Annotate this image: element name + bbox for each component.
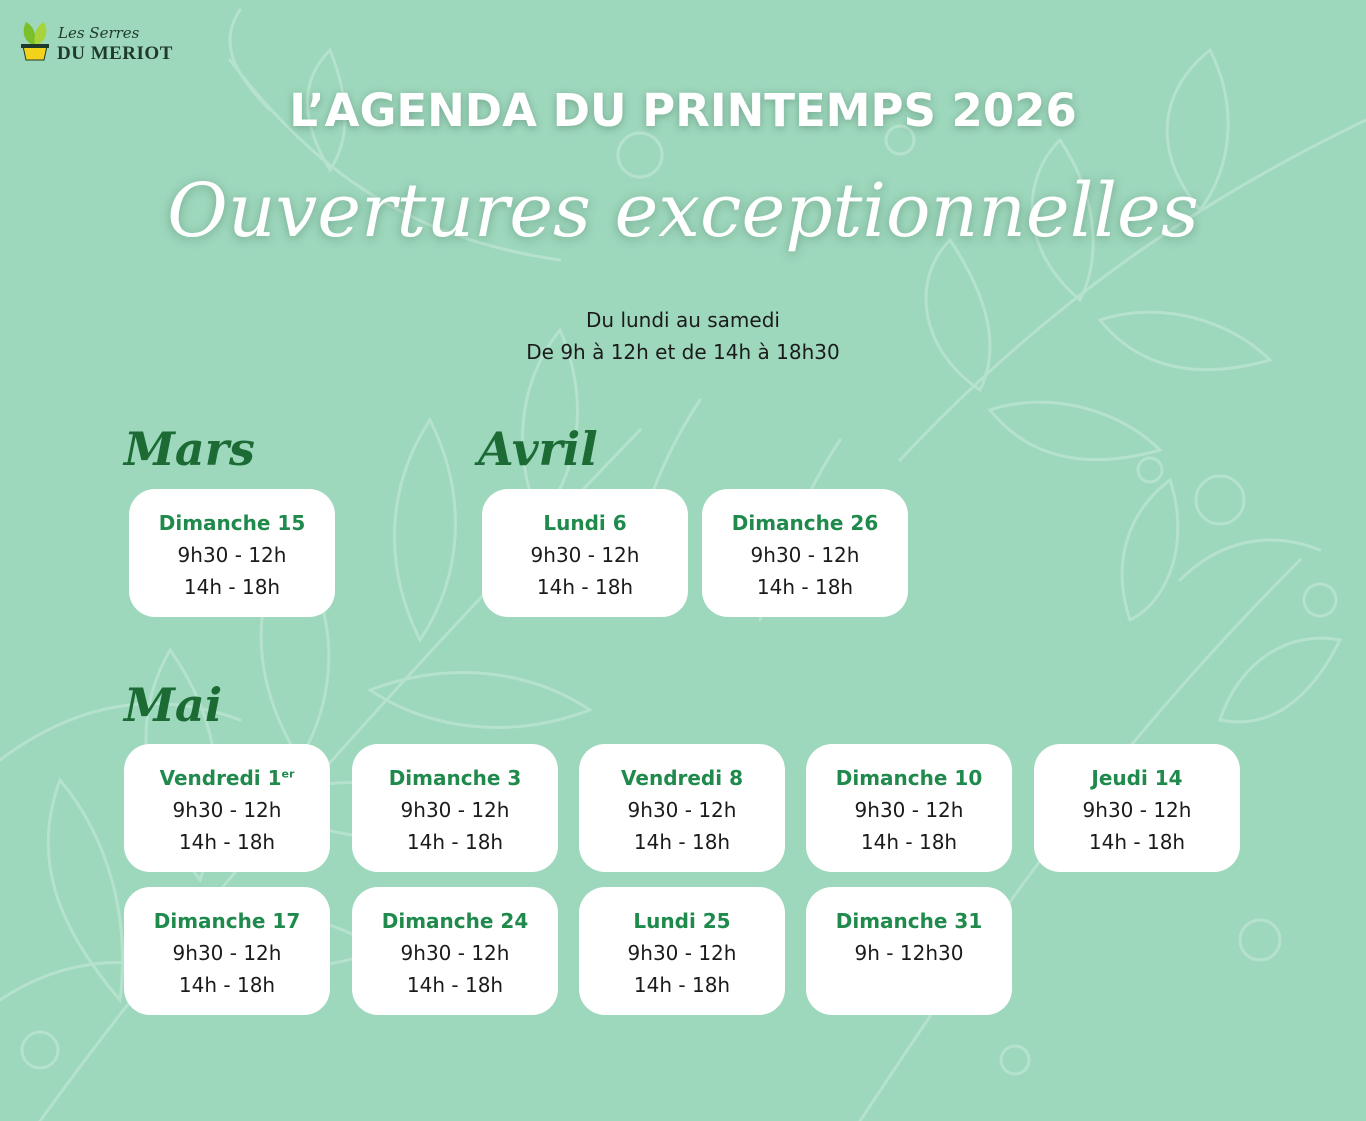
date-card-afternoon-slot: 14h - 18h — [860, 830, 958, 854]
date-card-afternoon-slot: 14h - 18h — [406, 830, 504, 854]
date-card-day: Dimanche 15 — [158, 511, 306, 535]
date-card-day-ordinal: er — [281, 767, 295, 781]
date-card — [806, 744, 1012, 872]
month-label-mai: Mai — [124, 678, 223, 732]
date-card-day: Vendredi 8 — [621, 766, 743, 790]
date-card-afternoon-slot: 14h - 18h — [536, 575, 634, 599]
date-card-day: Dimanche 31 — [835, 909, 983, 933]
date-card-morning-slot: 9h30 - 12h — [854, 798, 964, 822]
regular-opening-hours — [0, 304, 1366, 368]
date-card-afternoon-slot: 14h - 18h — [633, 973, 731, 997]
date-card — [1034, 744, 1240, 872]
date-card — [579, 744, 785, 872]
date-card-afternoon-slot: 14h - 18h — [183, 575, 281, 599]
date-card — [579, 887, 785, 1015]
date-card-morning-slot: 9h30 - 12h — [530, 543, 640, 567]
date-card-day: Lundi 6 — [543, 511, 627, 535]
regular-hours-times: De 9h à 12h et de 14h à 18h30 — [526, 340, 840, 364]
brand-logo — [20, 16, 200, 64]
date-card — [482, 489, 688, 617]
logo-text-line2: DU MERIOT — [57, 43, 173, 64]
date-card-morning-slot: 9h30 - 12h — [177, 543, 287, 567]
date-card-day-text: Vendredi 1 — [159, 766, 282, 790]
date-card-day: Dimanche 24 — [381, 909, 529, 933]
regular-hours-days: Du lundi au samedi — [586, 308, 780, 332]
date-card-morning-slot: 9h30 - 12h — [1082, 798, 1192, 822]
date-card-morning-slot: 9h30 - 12h — [750, 543, 860, 567]
page-subtitle: Ouvertures exceptionnelles — [167, 168, 1199, 254]
date-card-morning-slot: 9h30 - 12h — [627, 798, 737, 822]
date-card — [352, 744, 558, 872]
date-card-afternoon-slot: 14h - 18h — [633, 830, 731, 854]
date-card-afternoon-slot: 14h - 18h — [178, 973, 276, 997]
date-card-day: Dimanche 3 — [388, 766, 522, 790]
date-card-afternoon-slot: 14h - 18h — [1088, 830, 1186, 854]
date-card — [124, 744, 330, 872]
date-card-morning-slot: 9h30 - 12h — [172, 798, 282, 822]
date-card-afternoon-slot: 14h - 18h — [406, 973, 504, 997]
date-card-day: Dimanche 26 — [731, 511, 879, 535]
date-card — [806, 887, 1012, 1015]
month-label-mars: Mars — [124, 422, 255, 476]
date-card-day — [124, 762, 330, 794]
date-card-afternoon-slot: 14h - 18h — [178, 830, 276, 854]
date-card-morning-slot: 9h30 - 12h — [400, 798, 510, 822]
date-card-afternoon-slot: 14h - 18h — [756, 575, 854, 599]
date-card-day: Dimanche 10 — [835, 766, 983, 790]
date-card-morning-slot: 9h30 - 12h — [172, 941, 282, 965]
date-card — [702, 489, 908, 617]
date-card-day: Jeudi 14 — [1091, 766, 1183, 790]
date-card-morning-slot: 9h30 - 12h — [400, 941, 510, 965]
date-card-single-slot: 9h - 12h30 — [854, 941, 964, 965]
logo-text-line1: Les Serres — [58, 24, 140, 42]
date-card — [129, 489, 335, 617]
date-card — [124, 887, 330, 1015]
date-card-day: Dimanche 17 — [153, 909, 301, 933]
date-card-morning-slot: 9h30 - 12h — [627, 941, 737, 965]
date-card — [352, 887, 558, 1015]
page-headline: L’AGENDA DU PRINTEMPS 2026 — [289, 84, 1077, 137]
month-label-avril: Avril — [478, 422, 598, 476]
plant-pot-icon — [20, 16, 50, 62]
date-card-day: Lundi 25 — [633, 909, 731, 933]
